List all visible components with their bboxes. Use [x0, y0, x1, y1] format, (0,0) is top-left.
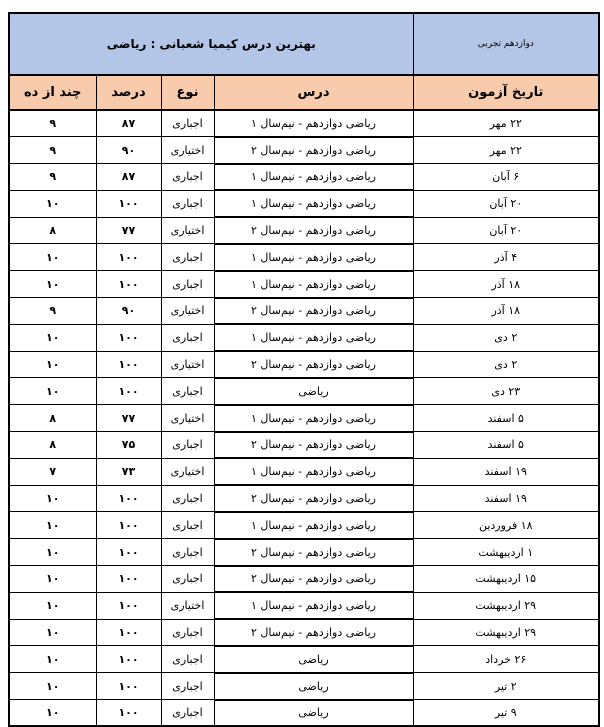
- lesson-cell: ریاضی دوازدهم - نیم‌سال ۲: [214, 217, 413, 244]
- score-cell: ۱۰: [9, 190, 96, 217]
- col-type: نوع: [161, 75, 214, 110]
- lesson-cell: ریاضی دوازدهم - نیم‌سال ۱: [214, 190, 413, 217]
- table-row: [9, 458, 599, 485]
- percent-cell: ۱۰۰: [96, 190, 161, 217]
- score-cell: ۱۰: [9, 539, 96, 566]
- date-cell: ۱۵ اردیبهشت: [413, 566, 599, 593]
- date-cell: ۱ اردیبهشت: [413, 539, 599, 566]
- type-cell: اختیاری: [161, 137, 214, 164]
- lesson-cell: ریاضی: [214, 378, 413, 405]
- score-cell: ۱۰: [9, 244, 96, 271]
- table-row: [9, 485, 599, 512]
- table-row: [9, 351, 599, 378]
- score-cell: ۱۰: [9, 592, 96, 619]
- percent-cell: ۱۰۰: [96, 566, 161, 593]
- date-cell: ۱۸ آذر: [413, 271, 599, 298]
- type-cell: اجباری: [161, 271, 214, 298]
- percent-cell: ۱۰۰: [96, 700, 161, 727]
- percent-cell: ۷۷: [96, 217, 161, 244]
- percent-cell: ۱۰۰: [96, 512, 161, 539]
- date-cell: ۵ اسفند: [413, 432, 599, 459]
- date-cell: ۹ تیر: [413, 700, 599, 727]
- lesson-cell: ریاضی دوازدهم - نیم‌سال ۱: [214, 271, 413, 298]
- table-row: [9, 110, 599, 137]
- date-cell: ۲۲ مهر: [413, 137, 599, 164]
- date-cell: ۶ آبان: [413, 164, 599, 191]
- table-row: [9, 378, 599, 405]
- score-cell: ۹: [9, 164, 96, 191]
- percent-cell: ۱۰۰: [96, 324, 161, 351]
- type-cell: اجباری: [161, 673, 214, 700]
- type-cell: اجباری: [161, 566, 214, 593]
- type-cell: اجباری: [161, 378, 214, 405]
- percent-cell: ۱۰۰: [96, 271, 161, 298]
- date-cell: ۲۰ آبان: [413, 217, 599, 244]
- score-cell: ۹: [9, 137, 96, 164]
- percent-cell: ۹۰: [96, 137, 161, 164]
- page-title: بهترین درس کیمیا شعبانی : ریاضی: [9, 13, 413, 75]
- table-row: [9, 164, 599, 191]
- table-row: [9, 512, 599, 539]
- type-cell: اجباری: [161, 485, 214, 512]
- score-cell: ۱۰: [9, 485, 96, 512]
- date-cell: ۴ آذر: [413, 244, 599, 271]
- score-cell: ۱۰: [9, 619, 96, 646]
- table-row: [9, 324, 599, 351]
- date-cell: ۲۹ اردیبهشت: [413, 592, 599, 619]
- table-row: [9, 190, 599, 217]
- percent-cell: ۱۰۰: [96, 351, 161, 378]
- date-cell: ۱۸ فروردین: [413, 512, 599, 539]
- lesson-cell: ریاضی دوازدهم - نیم‌سال ۱: [214, 244, 413, 271]
- type-cell: اجباری: [161, 512, 214, 539]
- table-row: [9, 271, 599, 298]
- percent-cell: ۱۰۰: [96, 539, 161, 566]
- type-cell: اختیاری: [161, 592, 214, 619]
- percent-cell: ۹۰: [96, 298, 161, 325]
- lesson-cell: ریاضی: [214, 646, 413, 673]
- score-cell: ۱۰: [9, 324, 96, 351]
- percent-cell: ۱۰۰: [96, 673, 161, 700]
- percent-cell: ۸۷: [96, 110, 161, 137]
- lesson-cell: ریاضی دوازدهم - نیم‌سال ۱: [214, 458, 413, 485]
- type-cell: اجباری: [161, 539, 214, 566]
- score-cell: ۹: [9, 110, 96, 137]
- score-cell: ۱۰: [9, 646, 96, 673]
- lesson-cell: ریاضی دوازدهم - نیم‌سال ۲: [214, 485, 413, 512]
- type-cell: اجباری: [161, 190, 214, 217]
- grade-label: دوازدهم تجربی: [413, 13, 599, 75]
- percent-cell: ۱۰۰: [96, 592, 161, 619]
- type-cell: اختیاری: [161, 405, 214, 432]
- percent-cell: ۷۳: [96, 458, 161, 485]
- percent-cell: ۸۷: [96, 164, 161, 191]
- lesson-cell: ریاضی دوازدهم - نیم‌سال ۲: [214, 298, 413, 325]
- date-cell: ۲۹ اردیبهشت: [413, 619, 599, 646]
- type-cell: اجباری: [161, 432, 214, 459]
- percent-cell: ۱۰۰: [96, 646, 161, 673]
- col-percent: درصد: [96, 75, 161, 110]
- type-cell: اختیاری: [161, 458, 214, 485]
- percent-cell: ۷۷: [96, 405, 161, 432]
- lesson-cell: ریاضی دوازدهم - نیم‌سال ۱: [214, 405, 413, 432]
- date-cell: ۲۰ آبان: [413, 190, 599, 217]
- lesson-cell: ریاضی دوازدهم - نیم‌سال ۲: [214, 351, 413, 378]
- table-body: [9, 110, 599, 726]
- lesson-cell: ریاضی دوازدهم - نیم‌سال ۱: [214, 592, 413, 619]
- lesson-cell: ریاضی دوازدهم - نیم‌سال ۲: [214, 539, 413, 566]
- table-row: [9, 592, 599, 619]
- table-row: [9, 137, 599, 164]
- table-row: [9, 619, 599, 646]
- date-cell: ۲۶ خرداد: [413, 646, 599, 673]
- table-row: [9, 539, 599, 566]
- lesson-cell: ریاضی دوازدهم - نیم‌سال ۱: [214, 110, 413, 137]
- lesson-cell: ریاضی دوازدهم - نیم‌سال ۲: [214, 137, 413, 164]
- date-cell: ۱۹ اسفند: [413, 458, 599, 485]
- score-cell: ۱۰: [9, 271, 96, 298]
- type-cell: اجباری: [161, 646, 214, 673]
- table-row: [9, 646, 599, 673]
- lesson-cell: ریاضی دوازدهم - نیم‌سال ۱: [214, 324, 413, 351]
- date-cell: ۲۳ دی: [413, 378, 599, 405]
- table-row: [9, 298, 599, 325]
- table-row: [9, 566, 599, 593]
- percent-cell: ۱۰۰: [96, 378, 161, 405]
- type-cell: اختیاری: [161, 217, 214, 244]
- percent-cell: ۱۰۰: [96, 619, 161, 646]
- type-cell: اجباری: [161, 324, 214, 351]
- score-cell: ۹: [9, 298, 96, 325]
- lesson-cell: ریاضی دوازدهم - نیم‌سال ۲: [214, 432, 413, 459]
- lesson-cell: ریاضی دوازدهم - نیم‌سال ۲: [214, 566, 413, 593]
- col-score: چند از ده: [9, 75, 96, 110]
- report-card: [8, 12, 598, 727]
- results-table: [8, 12, 600, 727]
- score-cell: ۱۰: [9, 673, 96, 700]
- score-cell: ۱۰: [9, 566, 96, 593]
- score-cell: ۸: [9, 217, 96, 244]
- date-cell: ۵ اسفند: [413, 405, 599, 432]
- score-cell: ۸: [9, 432, 96, 459]
- lesson-cell: ریاضی دوازدهم - نیم‌سال ۲: [214, 619, 413, 646]
- type-cell: اجباری: [161, 619, 214, 646]
- score-cell: ۸: [9, 405, 96, 432]
- percent-cell: ۱۰۰: [96, 485, 161, 512]
- date-cell: ۲۲ مهر: [413, 110, 599, 137]
- col-date: تاریخ آزمون: [413, 75, 599, 110]
- date-cell: ۲ تیر: [413, 673, 599, 700]
- type-cell: اجباری: [161, 164, 214, 191]
- score-cell: ۱۰: [9, 512, 96, 539]
- date-cell: ۱۸ آذر: [413, 298, 599, 325]
- type-cell: اختیاری: [161, 298, 214, 325]
- type-cell: اجباری: [161, 244, 214, 271]
- lesson-cell: ریاضی دوازدهم - نیم‌سال ۱: [214, 164, 413, 191]
- score-cell: ۱۰: [9, 351, 96, 378]
- type-cell: اجباری: [161, 700, 214, 727]
- lesson-cell: ریاضی: [214, 673, 413, 700]
- column-headers: [9, 75, 599, 110]
- table-row: [9, 432, 599, 459]
- score-cell: ۷: [9, 458, 96, 485]
- table-row: [9, 244, 599, 271]
- percent-cell: ۱۰۰: [96, 244, 161, 271]
- table-row: [9, 405, 599, 432]
- score-cell: ۱۰: [9, 700, 96, 727]
- type-cell: اختیاری: [161, 351, 214, 378]
- lesson-cell: ریاضی: [214, 700, 413, 727]
- col-lesson: درس: [214, 75, 413, 110]
- title-row: [9, 13, 599, 75]
- date-cell: ۲ دی: [413, 324, 599, 351]
- percent-cell: ۷۵: [96, 432, 161, 459]
- type-cell: اجباری: [161, 110, 214, 137]
- table-row: [9, 217, 599, 244]
- table-row: [9, 673, 599, 700]
- date-cell: ۱۹ اسفند: [413, 485, 599, 512]
- lesson-cell: ریاضی دوازدهم - نیم‌سال ۱: [214, 512, 413, 539]
- date-cell: ۲ دی: [413, 351, 599, 378]
- score-cell: ۱۰: [9, 378, 96, 405]
